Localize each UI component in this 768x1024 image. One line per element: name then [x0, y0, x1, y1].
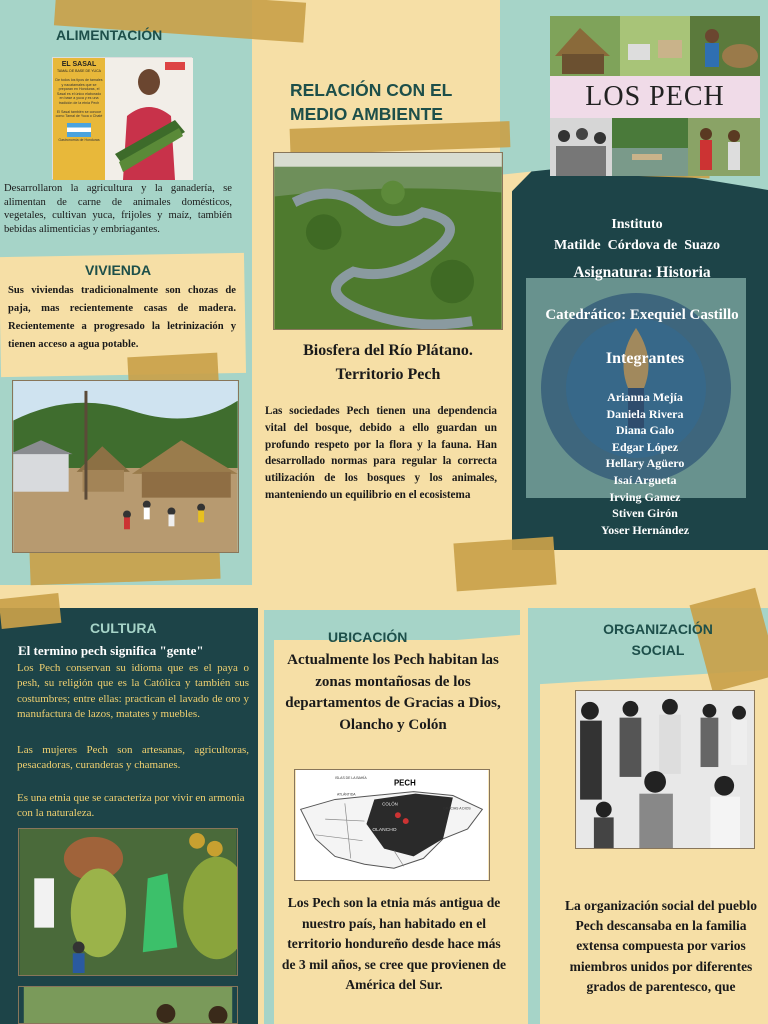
- teacher: Catedrático: Exequiel Castillo: [545, 307, 739, 323]
- vivienda-text: Sus viviendas tradicionalmente son chozas de paja, mas recientemente casas de madera. Recientemente a progresado la letrinización y tienen acceso a agua potable.: [8, 285, 236, 350]
- members-heading: Integrantes: [605, 350, 685, 367]
- map-label-islas: ISLAS DE LA BAHÍA: [335, 775, 367, 780]
- ubicacion-text-2: Los Pech son la etnia más antigua de nuestro país, han habitado en el territorio hondureño desde hace más de 3 mil años, se cree que provienen de América del Sur.: [281, 895, 507, 993]
- subject: Asignatura: Historia: [573, 264, 711, 281]
- cultura-subheading: El termino pech significa "gente": [18, 643, 204, 658]
- los-pech-banner: [550, 76, 760, 118]
- ubicacion-heading: UBICACIÓN: [328, 629, 408, 645]
- organizacion-text: La organización social del pueblo Pech descansaba en la familia extensa compuesta por varios miembros unidos por diferentes grados de parentesco, que: [564, 898, 757, 994]
- sasal-subtitle: TAMAL DE BASE DE YUCA: [57, 69, 101, 73]
- cultura-heading: CULTURA: [90, 620, 157, 636]
- alimentacion-heading: ALIMENTACIÓN: [56, 27, 163, 43]
- member-name: Edgar López: [611, 439, 679, 454]
- cultura-text-1: Los Pech conservan su idioma que es el paya o pesh, su religión que es la Católica y también sus costumbres; entre ellas: practican el lavado de oro y manufactura de lazos, matates y muebles.: [17, 662, 249, 720]
- tape-decoration: [290, 121, 511, 155]
- collage-photo-bw-group: [550, 118, 612, 176]
- member-name: Isaí Argueta: [613, 472, 677, 487]
- people-photo: [18, 986, 238, 1024]
- map-label-atlantida: ATLÁNTIDA: [337, 792, 356, 797]
- woman-with-sasal-photo: [105, 58, 193, 180]
- sasal-title: EL SASAL: [61, 61, 97, 68]
- alimentacion-text: Desarrollaron la agricultura y la ganadería, se alimentan de carne de animales domésticos, vegetales, cultivan yuca, frijoles y maíz, también bebidas alimenticias y embriagantes.: [4, 183, 232, 235]
- medio-ambiente-text: Las sociedades Pech tienen una dependencia vital del bosque, debido a ello guardan un profundo respeto por la flora y la fauna. Han desarrollado normas para regular la correcta utilización de los bosques y los animales, manteniendo un equilibrio en el ecosistema: [265, 405, 497, 501]
- rio-platano-aerial-photo: [273, 152, 503, 330]
- honduras-map: [294, 769, 490, 881]
- map-label-pech: PECH: [393, 778, 416, 788]
- collage-photo-children: [688, 118, 760, 176]
- member-name: Arianna Mejía: [607, 390, 683, 404]
- map-label-colon: COLÓN: [382, 801, 398, 807]
- collage-photo-houses: [620, 16, 690, 76]
- member-name: Irving Gamez: [609, 489, 681, 504]
- sasal-info-box: [53, 58, 105, 180]
- collage-photo-river: [612, 118, 688, 176]
- collage-photo-people: [690, 16, 760, 76]
- member-name: Yoser Hernández: [600, 522, 690, 537]
- honduras-flag-icon: [67, 123, 91, 137]
- member-name: Hellary Agüero: [605, 456, 685, 471]
- collage-photo-huts: [550, 16, 620, 76]
- cultura-text-2: Las mujeres Pech son artesanas, agricultoras, pesacadoras, curanderas y chamanes.: [17, 744, 249, 772]
- map-label-olancho: OLANCHO: [372, 827, 397, 833]
- los-pech-collage: [550, 16, 760, 176]
- crafts-photo: [18, 828, 238, 976]
- village-photo: [12, 380, 239, 553]
- biosfera-caption: Biosfera del Río Plátano. Territorio Pech: [303, 342, 473, 383]
- bw-family-photo: [575, 690, 755, 849]
- sasal-footer: Gastronomía de Honduras: [58, 137, 100, 142]
- member-name: Diana Galo: [615, 423, 675, 438]
- sasal-text-2: El Sasal también se conoce como Tamal de Yuca o Chaté: [55, 109, 103, 119]
- tape-decoration: [453, 537, 556, 592]
- map-label-gracias: GRACIAS A DIOS: [443, 806, 471, 811]
- institute-line-1: Instituto: [611, 217, 663, 232]
- institute-line-2: Matilde Córdova de Suazo: [553, 238, 721, 253]
- members-list: [515, 389, 768, 538]
- los-pech-title: LOS PECH: [585, 81, 725, 112]
- vivienda-heading: VIVIENDA: [85, 262, 152, 278]
- member-name: Stiven Girón: [612, 506, 678, 521]
- member-name: Daniela Rivera: [606, 406, 684, 421]
- ubicacion-text-1: Actualmente los Pech habitan las zonas montañosas de los departamentos de Gracias a Dios, Olancho y Colón: [285, 652, 501, 734]
- organizacion-heading: ORGANIZACIÓN SOCIAL: [603, 621, 713, 658]
- medio-ambiente-heading: RELACIÓN CON EL MEDIO AMBIENTE: [290, 80, 453, 124]
- tape-decoration: [0, 593, 61, 629]
- cultura-text-3: Es una etnia que se caracteriza por vivir en armonia con la naturaleza.: [17, 792, 245, 820]
- sasal-text: De todos los tipos de tamales y nacatamales que se preparan en Honduras, el Sasal es el único elaborado en base a yuca y es una tradición de la etnia Pech: [55, 78, 103, 105]
- sasal-card: [52, 57, 192, 179]
